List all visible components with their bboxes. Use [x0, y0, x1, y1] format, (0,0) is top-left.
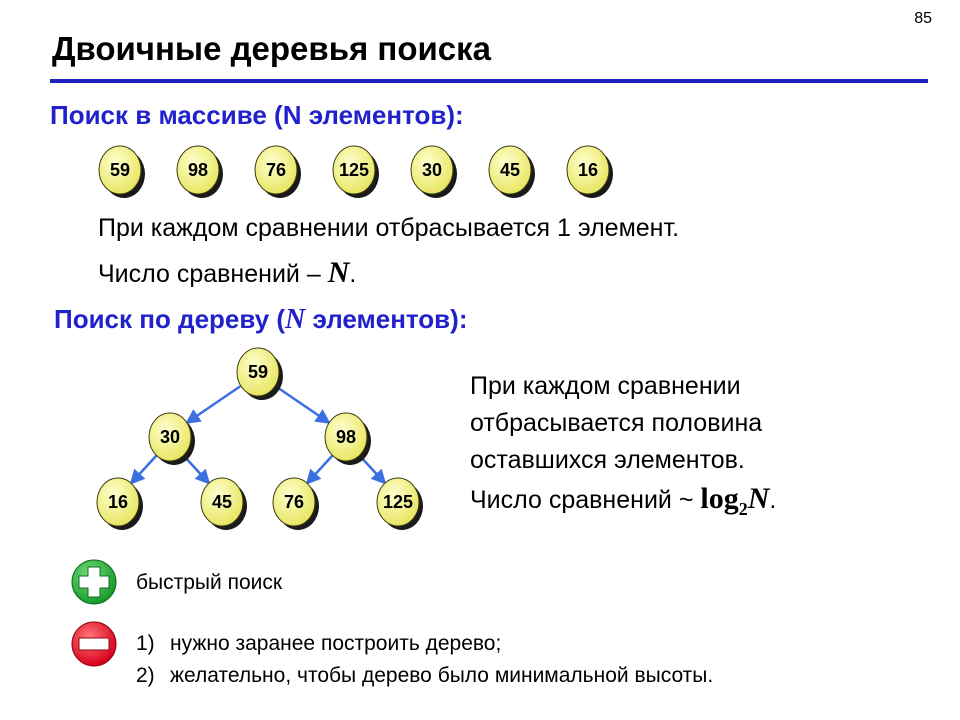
tree-count-line [470, 482, 776, 520]
slide-number: 85 [914, 10, 932, 27]
tree-heading-variable: N [285, 304, 306, 335]
cons-item-text: желательно, чтобы дерево было минимальной высоты. [170, 664, 714, 687]
array-count-variable: N [327, 256, 350, 289]
node-label: 16 [107, 492, 129, 512]
node-label: 59 [247, 362, 269, 382]
tree-text-line: оставшихся элементов. [470, 446, 745, 474]
cons-item-text: нужно заранее построить дерево; [170, 632, 502, 655]
node-label: 16 [577, 160, 599, 180]
tree-text-line: отбрасывается половина [470, 409, 763, 437]
cons-item-number: 2) [136, 664, 155, 687]
tree-explanation [470, 368, 762, 479]
array-node [333, 146, 379, 198]
tree-edge-arrow [132, 456, 157, 483]
array-count-suffix: . [349, 260, 357, 288]
array-nodes [0, 140, 960, 210]
tree-node-root [237, 348, 283, 400]
array-text-line2 [98, 256, 356, 290]
tree-heading-prefix: Поиск по дереву ( [54, 304, 286, 334]
node-label: 98 [335, 427, 357, 447]
cons-list [136, 628, 713, 692]
pros-text: быстрый поиск [136, 571, 283, 594]
node-label: 59 [109, 160, 131, 180]
minus-icon [70, 620, 118, 668]
node-label: 30 [159, 427, 181, 447]
node-label: 45 [499, 160, 521, 180]
node-label: 125 [338, 160, 370, 180]
node-label: 98 [187, 160, 209, 180]
tree-node-left-right [201, 478, 247, 530]
node-label: 125 [382, 492, 414, 512]
tree-count-suffix: . [769, 486, 777, 514]
array-node [177, 146, 223, 198]
node-label: 76 [265, 160, 287, 180]
cons-item [136, 628, 713, 660]
tree-node-right-left [273, 478, 319, 530]
tree-text-line: При каждом сравнении [470, 372, 741, 400]
array-node [489, 146, 535, 198]
cons-item [136, 660, 713, 692]
array-text-line1: При каждом сравнении отбрасывается 1 элемент. [98, 214, 680, 242]
cons-item-number: 1) [136, 632, 155, 655]
page-title: Двоичные деревья поиска [52, 30, 492, 67]
plus-icon [70, 558, 118, 606]
tree-edge-arrow [188, 386, 241, 422]
tree-count-variable: N [747, 482, 770, 515]
array-node [255, 146, 301, 198]
tree-edge-arrow [360, 456, 385, 483]
node-label: 30 [421, 160, 443, 180]
tree-edge-arrow [276, 386, 329, 422]
array-node [567, 146, 613, 198]
tree-edge-arrow [184, 456, 209, 483]
node-label: 45 [211, 492, 233, 512]
title-divider [50, 79, 928, 83]
array-count-prefix: Число сравнений – [98, 260, 328, 288]
tree-node-right-right [377, 478, 423, 530]
array-search-heading: Поиск в массиве (N элементов): [50, 100, 464, 130]
tree-count-log: log [700, 482, 739, 515]
tree-search-heading [54, 304, 467, 336]
array-node [411, 146, 457, 198]
tree-count-base: 2 [738, 499, 748, 519]
tree-count-prefix: Число сравнений ~ [470, 486, 701, 514]
array-node [99, 146, 145, 198]
tree-edge-arrow [308, 456, 333, 483]
binary-tree [0, 340, 470, 540]
tree-heading-suffix: элементов): [305, 304, 468, 334]
node-label: 76 [283, 492, 305, 512]
tree-node-left-left [97, 478, 143, 530]
